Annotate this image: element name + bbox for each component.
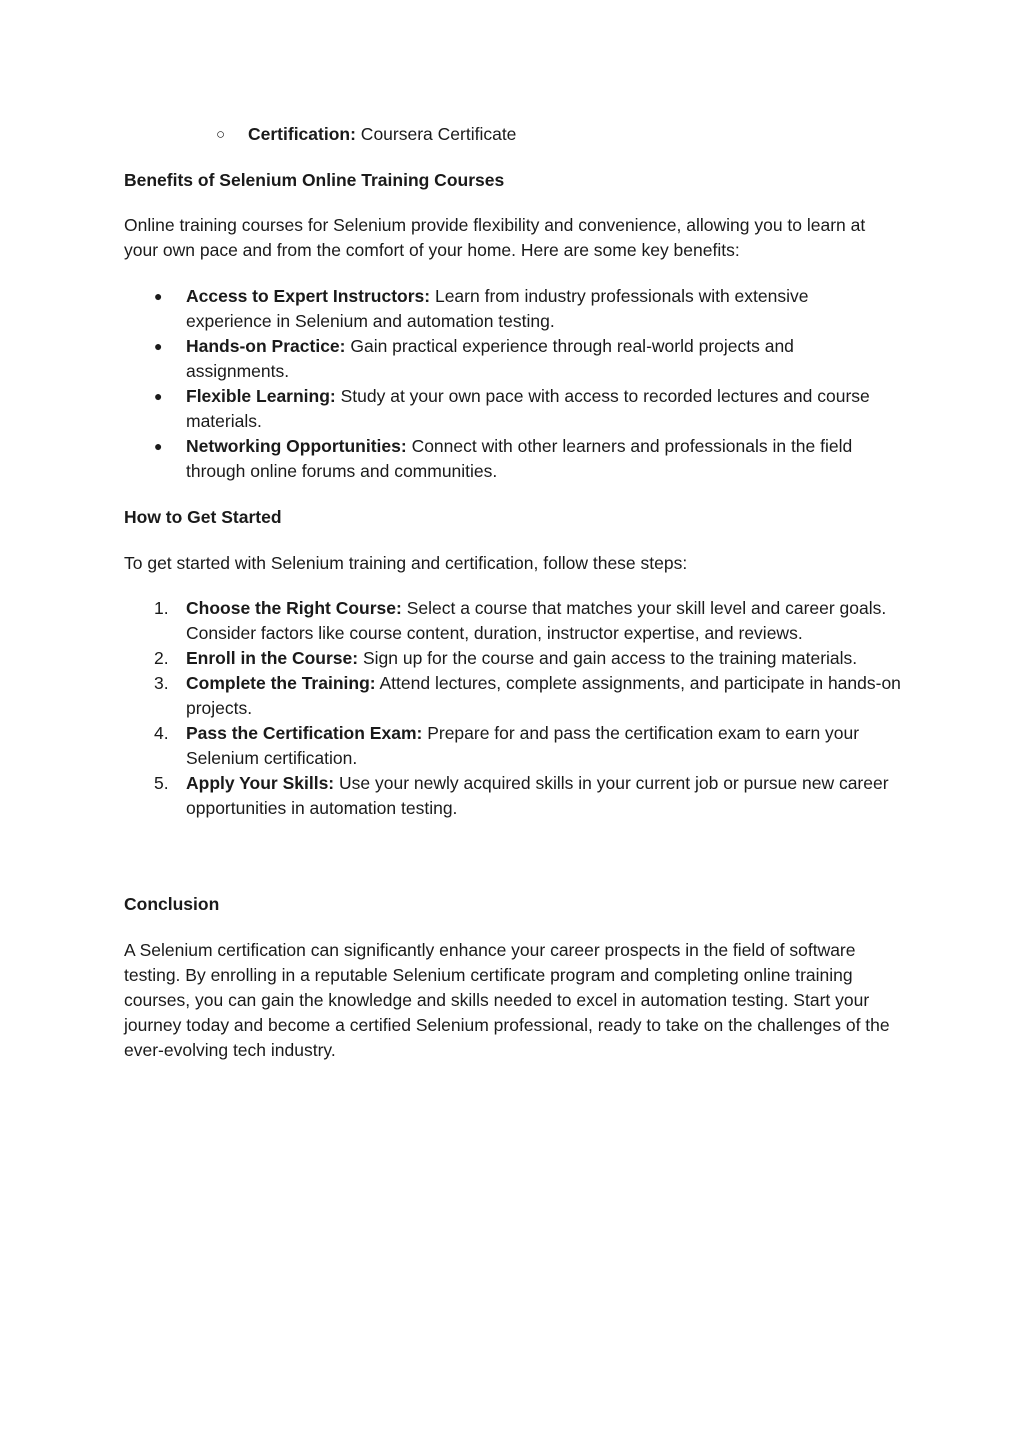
certification-value: Coursera Certificate	[355, 124, 517, 144]
list-item-text	[186, 596, 904, 646]
step-number: 1.	[154, 598, 169, 618]
list-item	[124, 434, 884, 484]
benefits-list-block	[124, 284, 884, 484]
list-item-label: Complete the Training:	[186, 673, 376, 693]
list-item-body: Prepare for and pass the certification exam to earn your Selenium certification.	[186, 723, 860, 768]
list-item-text	[186, 434, 884, 484]
list-item-label: Access to Expert Instructors:	[186, 286, 431, 306]
step-number: 4.	[154, 723, 169, 743]
list-item-body: Attend lectures, complete assignments, and participate in hands-on projects.	[186, 673, 901, 718]
step-number: 3.	[154, 673, 169, 693]
certification-text	[248, 122, 896, 147]
bullet-dot-icon: ●	[154, 388, 163, 404]
list-item-label: Hands-on Practice:	[186, 336, 346, 356]
list-item-body: Connect with other learners and professionals in the field through online forums and communities.	[186, 436, 853, 481]
conclusion-body-block	[124, 938, 904, 1063]
benefits-intro-block	[124, 213, 884, 263]
benefits-section	[124, 168, 904, 193]
conclusion-body: A Selenium certification can significantly enhance your career prospects in the field of software testing. By enrolling in a reputable Selenium certificate program and completing online training courses, you can gain the knowledge and skills needed to excel in automation testing. Start your journey today and become a certified Selenium professional, ready to take on the challenges of the ever-evolving tech industry.	[124, 940, 890, 1060]
list-item-body: Use your newly acquired skills in your current job or pursue new career opportunities in automation testing.	[186, 773, 889, 818]
step-number: 5.	[154, 773, 169, 793]
certification-sub-item	[216, 122, 896, 147]
list-item-text	[186, 334, 884, 384]
list-item-label: Apply Your Skills:	[186, 773, 335, 793]
list-item	[124, 771, 904, 821]
steps-list-block	[124, 596, 904, 821]
list-item-body: Select a course that matches your skill level and career goals. Consider factors like course content, duration, instructor expertise, and reviews.	[186, 598, 887, 643]
getting-started-heading: How to Get Started	[124, 507, 282, 527]
list-item	[124, 596, 904, 646]
hollow-circle-bullet-icon: ○	[216, 126, 226, 143]
list-item-body: Learn from industry professionals with extensive experience in Selenium and automation testing.	[186, 286, 809, 331]
conclusion-heading: Conclusion	[124, 894, 220, 914]
bullet-dot-icon: ●	[154, 338, 163, 354]
bullet-dot-icon: ●	[154, 288, 163, 304]
list-item-text	[186, 671, 904, 721]
list-item-text	[186, 771, 904, 821]
list-item	[124, 284, 884, 334]
list-item-text	[186, 384, 884, 434]
bullet-dot-icon: ●	[154, 438, 163, 454]
list-item-text	[186, 646, 904, 671]
list-item-body: Gain practical experience through real-world projects and assignments.	[186, 336, 794, 381]
list-item	[124, 334, 884, 384]
list-item-label: Flexible Learning:	[186, 386, 336, 406]
benefits-list	[124, 284, 884, 484]
certification-label: Certification:	[248, 124, 356, 144]
list-item-body: Study at your own pace with access to recorded lectures and course materials.	[186, 386, 870, 431]
list-item	[124, 384, 884, 434]
list-item	[124, 646, 904, 671]
list-item-text	[186, 284, 884, 334]
list-item	[124, 721, 904, 771]
list-item	[124, 671, 904, 721]
conclusion-section	[124, 892, 904, 917]
step-number: 2.	[154, 648, 169, 668]
getting-started-intro-block	[124, 551, 904, 576]
benefits-intro: Online training courses for Selenium provide flexibility and convenience, allowing you to learn at your own pace and from the comfort of your home. Here are some key benefits:	[124, 215, 866, 260]
list-item-label: Choose the Right Course:	[186, 598, 402, 618]
list-item-label: Networking Opportunities:	[186, 436, 407, 456]
list-item-body: Sign up for the course and gain access to the training materials.	[358, 648, 858, 668]
getting-started-intro: To get started with Selenium training and certification, follow these steps:	[124, 553, 688, 573]
list-item-label: Enroll in the Course:	[186, 648, 359, 668]
list-item-label: Pass the Certification Exam:	[186, 723, 423, 743]
benefits-heading: Benefits of Selenium Online Training Courses	[124, 170, 505, 190]
steps-list	[124, 596, 904, 821]
getting-started-section	[124, 505, 904, 530]
list-item-text	[186, 721, 904, 771]
